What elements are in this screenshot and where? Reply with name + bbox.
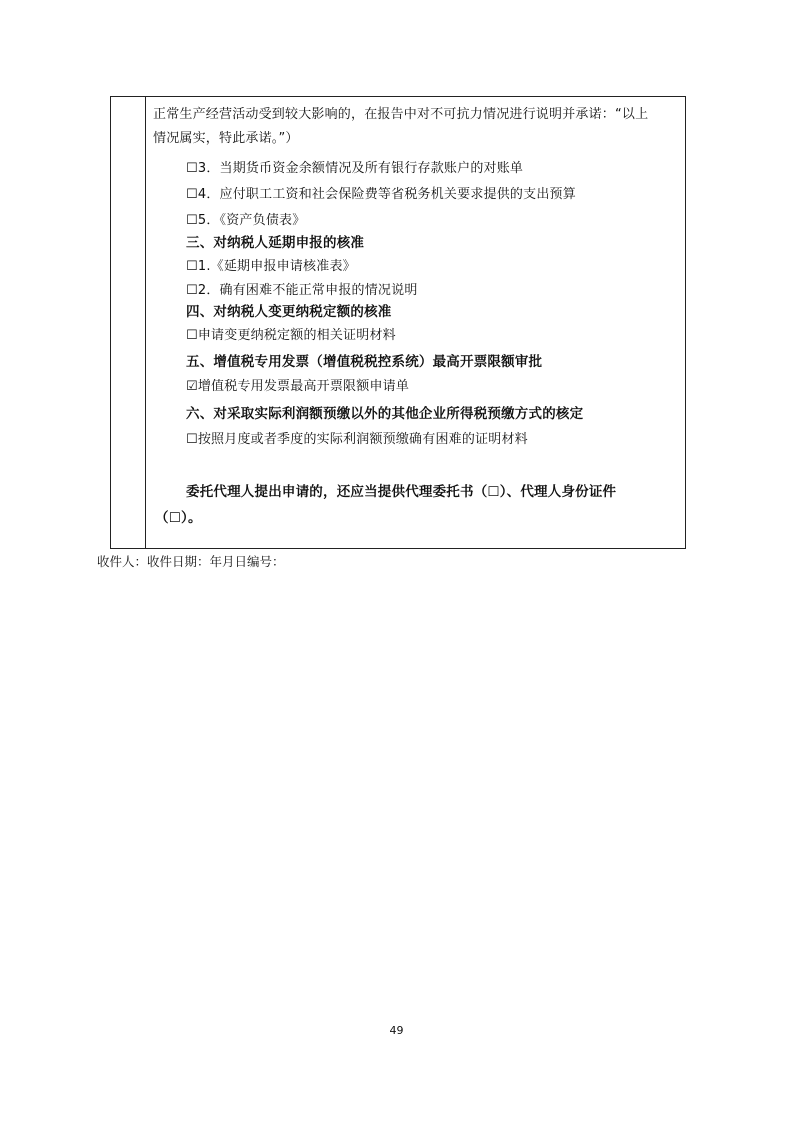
- paragraph-line: 情况属实，特此承诺。”）: [153, 131, 299, 146]
- section-heading: 三、对纳税人延期申报的核准: [186, 235, 365, 251]
- checklist-item: ☐1.《延期申报申请核准表》: [186, 259, 356, 274]
- application-table: [110, 96, 686, 549]
- checklist-item: ☐5．《资产负债表》: [186, 213, 306, 228]
- section-heading: 五、增值税专用发票（增值税税控系统）最高开票限额审批: [186, 354, 543, 370]
- checklist-item-checked: ☑增值税专用发票最高开票限额申请单: [186, 379, 410, 394]
- table-content: [153, 97, 679, 548]
- section-heading: 四、对纳税人变更纳税定额的核准: [186, 304, 392, 320]
- table-left-column: [111, 97, 146, 548]
- receipt-info: 收件人：收件日期：年月日编号：: [97, 554, 285, 569]
- paragraph-line: 正常生产经营活动受到较大影响的，在报告中对不可抗力情况进行说明并承诺：“以上: [153, 107, 649, 122]
- checklist-item: ☐2．确有困难不能正常申报的情况说明: [186, 283, 418, 298]
- section-heading: 六、对采取实际利润额预缴以外的其他企业所得税预缴方式的核定: [186, 406, 584, 422]
- agent-note: （☐）。: [155, 510, 202, 526]
- page-number: 49: [389, 1024, 404, 1037]
- checklist-item: ☐申请变更纳税定额的相关证明材料: [186, 328, 396, 343]
- checklist-item: ☐4．应付职工工资和社会保险费等省税务机关要求提供的支出预算: [186, 187, 576, 202]
- agent-note: 委托代理人提出申请的，还应当提供代理委托书（☐）、代理人身份证件: [186, 484, 617, 500]
- checklist-item: ☐3．当期货币资金余额情况及所有银行存款账户的对账单: [186, 161, 524, 176]
- checklist-item: ☐按照月度或者季度的实际利润额预缴确有困难的证明材料: [186, 432, 528, 447]
